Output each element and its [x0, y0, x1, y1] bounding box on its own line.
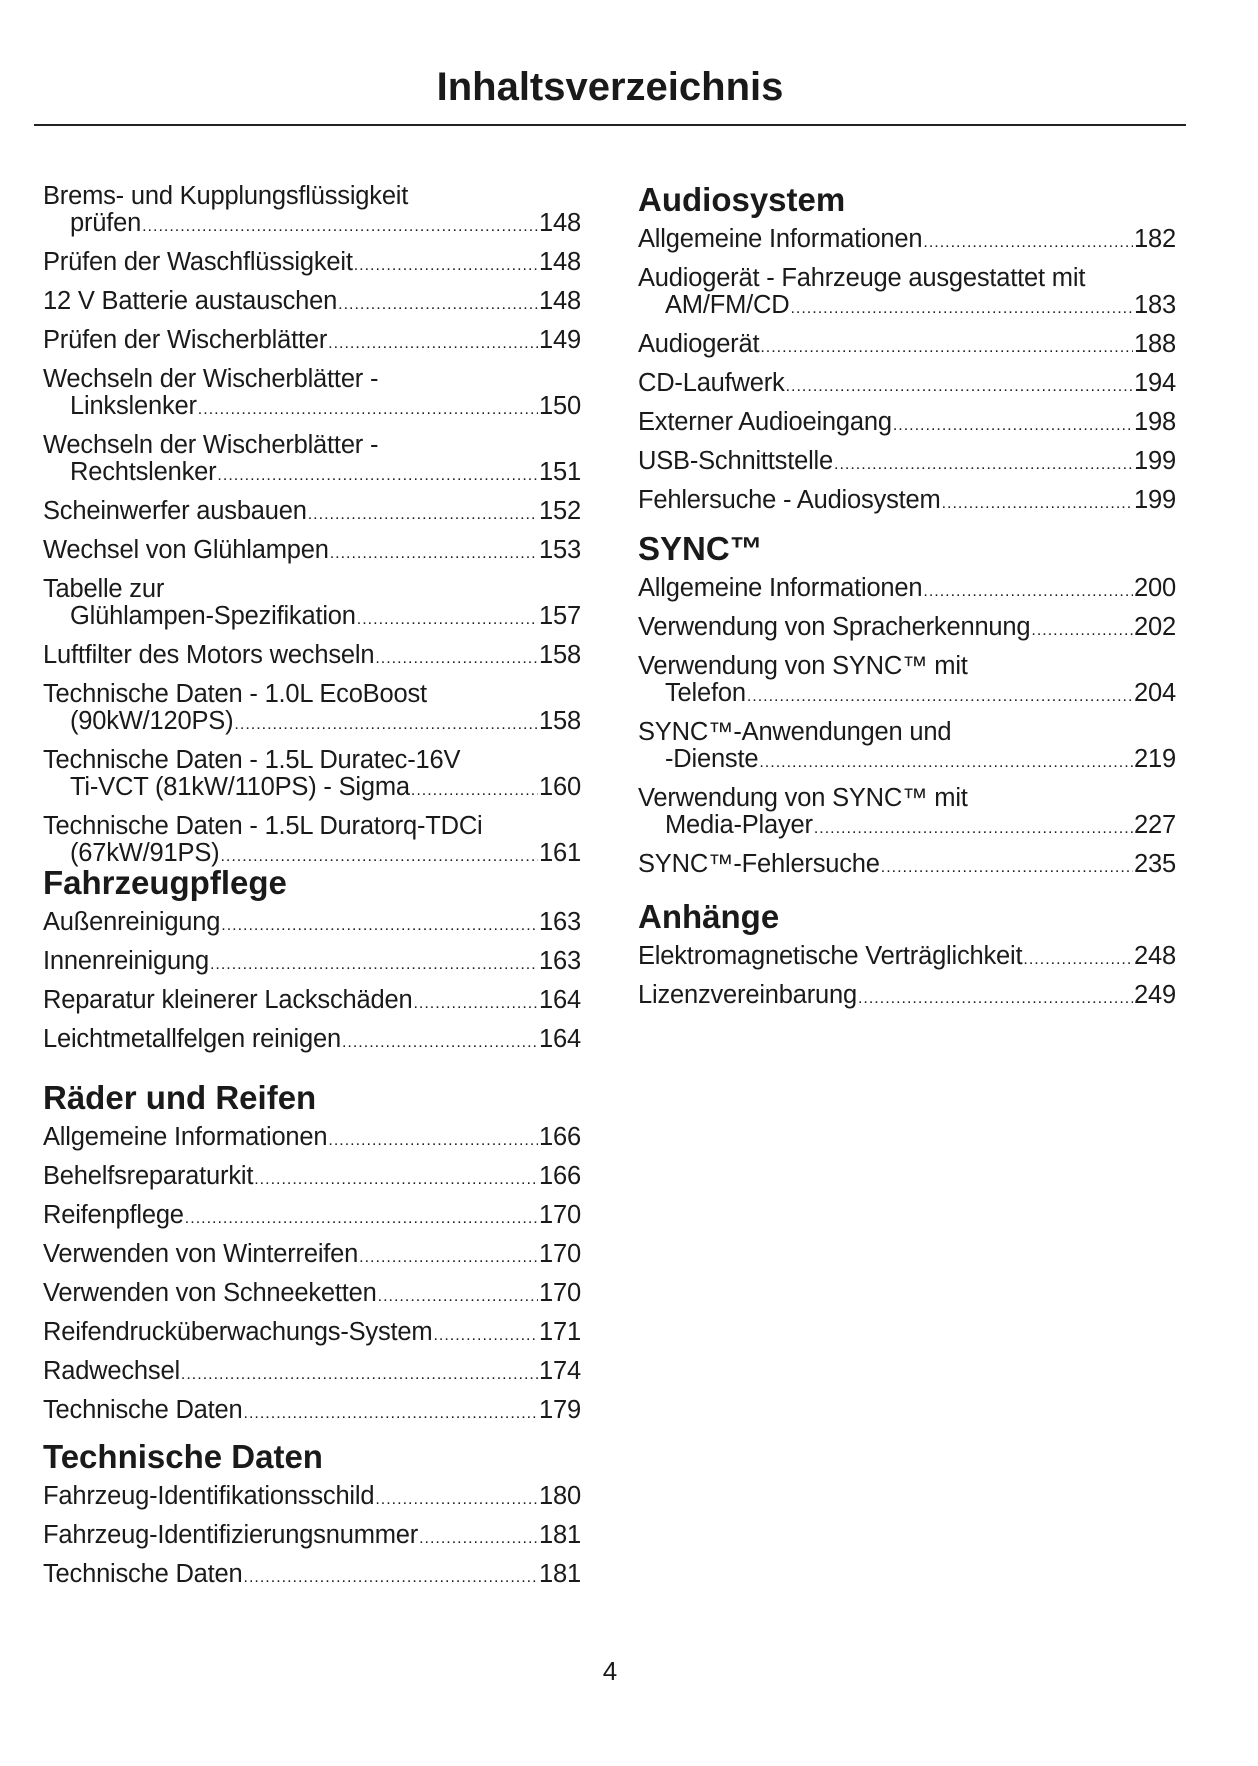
- toc-entry-page: 160: [539, 773, 581, 801]
- toc-entry-page: 170: [539, 1201, 581, 1229]
- toc-entry-page: 202: [1134, 613, 1176, 641]
- toc-entry-title: Leichtmetallfelgen reinigen: [43, 1025, 341, 1053]
- toc-entry-title: Technische Daten - 1.5L Duratec-16V: [43, 746, 461, 774]
- dot-leader: [328, 1127, 538, 1154]
- toc-entry[interactable]: [638, 719, 1176, 776]
- toc-entry-title: Linkslenker: [70, 392, 197, 420]
- toc-entry[interactable]: [638, 370, 1176, 400]
- toc-entry[interactable]: [43, 288, 581, 318]
- toc-entry-title: Wechsel von Glühlampen: [43, 536, 329, 564]
- toc-entry-page: 148: [539, 287, 581, 315]
- toc-entry-page: 235: [1134, 850, 1176, 878]
- toc-entry-title: Media-Player: [665, 811, 813, 839]
- toc-entry-page: 248: [1134, 942, 1176, 970]
- toc-entry-page: 219: [1134, 745, 1176, 773]
- dot-leader: [942, 490, 1133, 517]
- toc-entry-title: Allgemeine Informationen: [43, 1123, 328, 1151]
- toc-entry-title: Technische Daten: [43, 1396, 243, 1424]
- toc-entry[interactable]: [43, 1241, 581, 1271]
- toc-entry-title: Verwenden von Schneeketten: [43, 1279, 377, 1307]
- toc-entry-title: Behelfsreparaturkit: [43, 1162, 254, 1190]
- dot-leader: [893, 412, 1133, 439]
- toc-entry-title: Allgemeine Informationen: [638, 225, 923, 253]
- toc-entry-title: Scheinwerfer ausbauen: [43, 497, 307, 525]
- toc-entry-title: Technische Daten - 1.5L Duratorq-TDCi: [43, 812, 483, 840]
- toc-entry-title: Rechtslenker: [70, 458, 217, 486]
- dot-leader: [413, 990, 538, 1017]
- toc-entry[interactable]: [638, 265, 1176, 322]
- toc-entry-title: Technische Daten: [43, 1560, 243, 1588]
- toc-entry[interactable]: [43, 1397, 581, 1427]
- dot-leader: [1031, 617, 1133, 644]
- dot-leader: [790, 295, 1133, 322]
- page-title: Inhaltsverzeichnis: [436, 65, 784, 109]
- toc-entry-title: Innenreinigung: [43, 947, 209, 975]
- dot-leader: [254, 1166, 538, 1193]
- toc-entry-page: 249: [1134, 981, 1176, 1009]
- dot-leader: [881, 854, 1133, 881]
- toc-entry-title: Audiogerät - Fahrzeuge ausgestattet mit: [638, 264, 1086, 292]
- toc-entry[interactable]: [43, 183, 581, 240]
- toc-section-sync: [638, 531, 1176, 890]
- toc-entry[interactable]: [43, 249, 581, 279]
- toc-entry-title: Wechseln der Wischerblätter -: [43, 365, 379, 393]
- toc-entry-title: Ti-VCT (81kW/110PS) - Sigma: [70, 773, 410, 801]
- dot-leader: [328, 330, 538, 357]
- toc-entry-title: Fahrzeug-Identifizierungsnummer: [43, 1521, 419, 1549]
- toc-entry[interactable]: [43, 813, 581, 870]
- dot-leader: [359, 1244, 538, 1271]
- toc-entry[interactable]: [43, 1358, 581, 1388]
- toc-entry[interactable]: [638, 851, 1176, 881]
- toc-entry[interactable]: [43, 1319, 581, 1349]
- toc-entry-title: (90kW/120PS): [70, 707, 234, 735]
- toc-entry[interactable]: [43, 1280, 581, 1310]
- section-heading: Räder und Reifen: [43, 1079, 317, 1116]
- toc-section-audiosystem: [638, 182, 1176, 526]
- dot-leader: [198, 396, 538, 423]
- toc-entry[interactable]: [638, 487, 1176, 517]
- toc-entry-title: Allgemeine Informationen: [638, 574, 923, 602]
- toc-entry-title: prüfen: [70, 209, 142, 237]
- dot-leader: [142, 213, 538, 240]
- toc-entry-title: Prüfen der Waschflüssigkeit: [43, 248, 353, 276]
- dot-leader: [357, 606, 538, 633]
- toc-entry[interactable]: [43, 1522, 581, 1552]
- toc-entry[interactable]: [43, 366, 581, 423]
- toc-entry-title: SYNC™-Anwendungen und: [638, 718, 952, 746]
- toc-entry[interactable]: [43, 642, 581, 672]
- toc-entry[interactable]: [43, 327, 581, 357]
- toc-entry-page: 161: [539, 839, 581, 867]
- dot-leader: [221, 912, 538, 939]
- toc-entry-page: 148: [539, 248, 581, 276]
- toc-entry-page: 181: [539, 1521, 581, 1549]
- toc-entry-title: Glühlampen-Spezifikation: [70, 602, 356, 630]
- toc-entry-title: Luftfilter des Motors wechseln: [43, 641, 375, 669]
- toc-entry-page: 164: [539, 1025, 581, 1053]
- dot-leader: [181, 1361, 538, 1388]
- toc-entry-title: Fahrzeug-Identifikationsschild: [43, 1482, 375, 1510]
- toc-entry-page: 150: [539, 392, 581, 420]
- dot-leader: [814, 815, 1133, 842]
- toc-entry[interactable]: [638, 575, 1176, 605]
- toc-entry-title: Radwechsel: [43, 1357, 180, 1385]
- toc-entry-title: CD-Laufwerk: [638, 369, 785, 397]
- toc-entry-title: USB-Schnittstelle: [638, 447, 834, 475]
- toc-entry[interactable]: [43, 1561, 581, 1591]
- toc-entry-page: 198: [1134, 408, 1176, 436]
- toc-entry[interactable]: [43, 987, 581, 1017]
- toc-entry-title: 12 V Batterie austauschen: [43, 287, 338, 315]
- section-heading: Technische Daten: [43, 1438, 323, 1475]
- dot-leader: [342, 1029, 538, 1056]
- toc-entry-page: 181: [539, 1560, 581, 1588]
- toc-entry-title: Lizenzvereinbarung: [638, 981, 857, 1009]
- toc-section-fahrzeugpflege: [43, 865, 581, 1065]
- toc-entry-page: 152: [539, 497, 581, 525]
- toc-section-anhaenge: [638, 899, 1176, 1021]
- toc-entry-page: 171: [539, 1318, 581, 1346]
- toc-entry[interactable]: [43, 909, 581, 939]
- toc-entry-page: 194: [1134, 369, 1176, 397]
- toc-entry-page: 174: [539, 1357, 581, 1385]
- toc-entry-title: Tabelle zur: [43, 575, 165, 603]
- toc-entry-title: Fehlersuche - Audiosystem: [638, 486, 941, 514]
- toc-entry[interactable]: [43, 948, 581, 978]
- dot-leader: [378, 1283, 538, 1310]
- toc-entry-page: 158: [539, 641, 581, 669]
- dot-leader: [210, 951, 538, 978]
- dot-leader: [234, 711, 538, 738]
- toc-entry-page: 158: [539, 707, 581, 735]
- toc-entry-title: Externer Audioeingang: [638, 408, 892, 436]
- toc-entry[interactable]: [43, 681, 581, 738]
- toc-entry-page: 166: [539, 1123, 581, 1151]
- toc-entry-page: 199: [1134, 447, 1176, 475]
- toc-entry-page: 199: [1134, 486, 1176, 514]
- toc-entry[interactable]: [43, 498, 581, 528]
- toc-entry-page: 149: [539, 326, 581, 354]
- toc-entry[interactable]: [638, 409, 1176, 439]
- dot-leader: [760, 334, 1133, 361]
- dot-leader: [354, 252, 538, 279]
- toc-entry[interactable]: [43, 1124, 581, 1154]
- toc-entry[interactable]: [638, 614, 1176, 644]
- toc-entry-title: Technische Daten - 1.0L EcoBoost: [43, 680, 427, 708]
- toc-entry[interactable]: [43, 576, 581, 633]
- toc-entry[interactable]: [638, 448, 1176, 478]
- toc-entry[interactable]: [638, 653, 1176, 710]
- toc-entry-title: SYNC™-Fehlersuche: [638, 850, 880, 878]
- dot-leader: [308, 501, 538, 528]
- toc-entry-title: Verwendung von SYNC™ mit: [638, 784, 968, 812]
- dot-leader: [217, 462, 538, 489]
- toc-entry[interactable]: [638, 331, 1176, 361]
- toc-entry-title: Telefon: [665, 679, 746, 707]
- toc-entry-page: 170: [539, 1240, 581, 1268]
- toc-entry-title: Audiogerät: [638, 330, 760, 358]
- toc-entry-page: 166: [539, 1162, 581, 1190]
- toc-entry-title: Reifenpflege: [43, 1201, 184, 1229]
- toc-entry[interactable]: [638, 982, 1176, 1012]
- toc-entry-page: 188: [1134, 330, 1176, 358]
- toc-entry[interactable]: [43, 1026, 581, 1056]
- title-divider: [34, 124, 1186, 126]
- dot-leader: [786, 373, 1133, 400]
- toc-entry[interactable]: [43, 537, 581, 567]
- dot-leader: [419, 1525, 538, 1552]
- toc-entry-page: 200: [1134, 574, 1176, 602]
- toc-entry-page: 163: [539, 947, 581, 975]
- toc-entry-page: 180: [539, 1482, 581, 1510]
- dot-leader: [338, 291, 538, 318]
- toc-entry-title: AM/FM/CD: [665, 291, 790, 319]
- toc-entry-title: Verwendung von Spracherkennung: [638, 613, 1031, 641]
- toc-entry-page: 204: [1134, 679, 1176, 707]
- toc-entry[interactable]: [638, 226, 1176, 256]
- toc-entry-title: Außenreinigung: [43, 908, 221, 936]
- page-number: 4: [602, 1656, 618, 1686]
- section-heading: Fahrzeugpflege: [43, 864, 287, 901]
- section-heading: SYNC™: [638, 530, 763, 567]
- dot-leader: [433, 1322, 538, 1349]
- toc-entry-title: Brems- und Kupplungsflüssigkeit: [43, 182, 409, 210]
- toc-entry-page: 170: [539, 1279, 581, 1307]
- dot-leader: [185, 1205, 538, 1232]
- toc-entry-title: Verwendung von SYNC™ mit: [638, 652, 968, 680]
- dot-leader: [244, 1564, 539, 1591]
- toc-entry-title: Prüfen der Wischerblätter: [43, 326, 328, 354]
- dot-leader: [375, 645, 538, 672]
- toc-entry-page: 157: [539, 602, 581, 630]
- dot-leader: [1023, 946, 1133, 973]
- toc-entry-title: -Dienste: [665, 745, 759, 773]
- toc-entry-page: 151: [539, 458, 581, 486]
- dot-leader: [923, 229, 1133, 256]
- toc-entry-page: 182: [1134, 225, 1176, 253]
- toc-entry[interactable]: [43, 1163, 581, 1193]
- toc-entry-page: 227: [1134, 811, 1176, 839]
- toc-entry-title: Verwenden von Winterreifen: [43, 1240, 359, 1268]
- toc-section-maintenance: [43, 183, 581, 879]
- dot-leader: [759, 749, 1133, 776]
- dot-leader: [834, 451, 1133, 478]
- section-heading: Audiosystem: [638, 181, 846, 218]
- toc-entry[interactable]: [43, 747, 581, 804]
- toc-entry[interactable]: [43, 432, 581, 489]
- toc-entry-page: 164: [539, 986, 581, 1014]
- dot-leader: [858, 985, 1133, 1012]
- toc-entry-title: Reparatur kleinerer Lackschäden: [43, 986, 413, 1014]
- dot-leader: [330, 540, 538, 567]
- toc-entry-page: 179: [539, 1396, 581, 1424]
- toc-entry[interactable]: [43, 1483, 581, 1513]
- section-heading: Anhänge: [638, 898, 780, 935]
- toc-entry-page: 153: [539, 536, 581, 564]
- dot-leader: [375, 1486, 538, 1513]
- toc-section-raeder-und-reifen: [43, 1080, 581, 1436]
- toc-entry-title: Reifendrucküberwachungs-System: [43, 1318, 433, 1346]
- dot-leader: [923, 578, 1133, 605]
- toc-entry-title: (67kW/91PS): [70, 839, 220, 867]
- toc-entry-title: Elektromagnetische Verträglichkeit: [638, 942, 1023, 970]
- toc-entry[interactable]: [43, 1202, 581, 1232]
- toc-entry-title: Wechseln der Wischerblätter -: [43, 431, 379, 459]
- toc-entry-page: 148: [539, 209, 581, 237]
- dot-leader: [411, 777, 538, 804]
- toc-entry-page: 183: [1134, 291, 1176, 319]
- dot-leader: [747, 683, 1133, 710]
- toc-entry-page: 163: [539, 908, 581, 936]
- dot-leader: [244, 1400, 539, 1427]
- toc-entry[interactable]: [638, 943, 1176, 973]
- toc-entry[interactable]: [638, 785, 1176, 842]
- toc-section-technische-daten: [43, 1439, 581, 1600]
